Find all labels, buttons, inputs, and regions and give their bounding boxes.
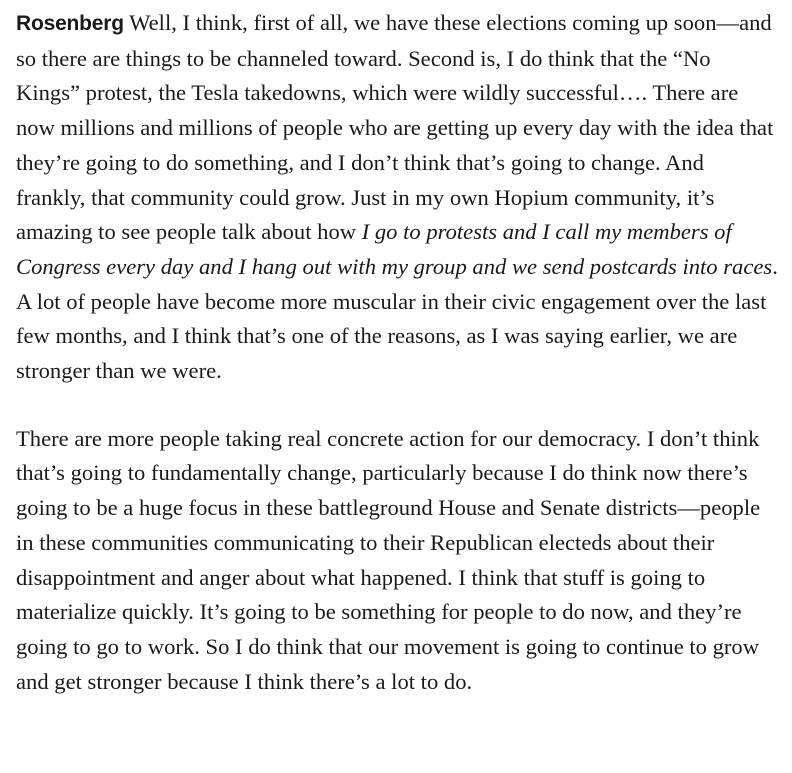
paragraph-text-part-2: . A lot of people have become more muscular in their civic engagement over the last few months, and I think that’s one of the reasons, as I was saying earlier, we are stronger than we were.	[16, 253, 778, 384]
italic-quote: I go to protests and I call my members of Congress every day and I hang out with my group and we send postcards into races	[16, 219, 773, 279]
speaker-name: Rosenberg	[16, 12, 124, 35]
interview-paragraph-1	[16, 6, 778, 389]
paragraph-text-part-1: Well, I think, first of all, we have these elections coming up soon—and so there are things to be channeled toward. Second is, I do think that the “No Kings” protest, the Tesla takedowns, which were wildly successful…. There are now millions and millions of people who are getting up every day with the idea that they’re going to do something, and I don’t think that’s going to change. And frankly, that community could grow. Just in my own Hopium community, it’s amazing to see people talk about how	[16, 10, 774, 245]
interview-paragraph-2: There are more people taking real concrete action for our democracy. I don’t think that’s going to fundamentally change, particularly because I do think now there’s going to be a huge focus in these battleground House and Senate districts—people in these communities communicating to their Republican electeds about their disappointment and anger about what happened. I think that stuff is going to materialize quickly. It’s going to be something for people to do now, and they’re going to go to work. So I do think that our movement is going to continue to grow and get stronger because I think there’s a lot to do.	[16, 425, 761, 694]
